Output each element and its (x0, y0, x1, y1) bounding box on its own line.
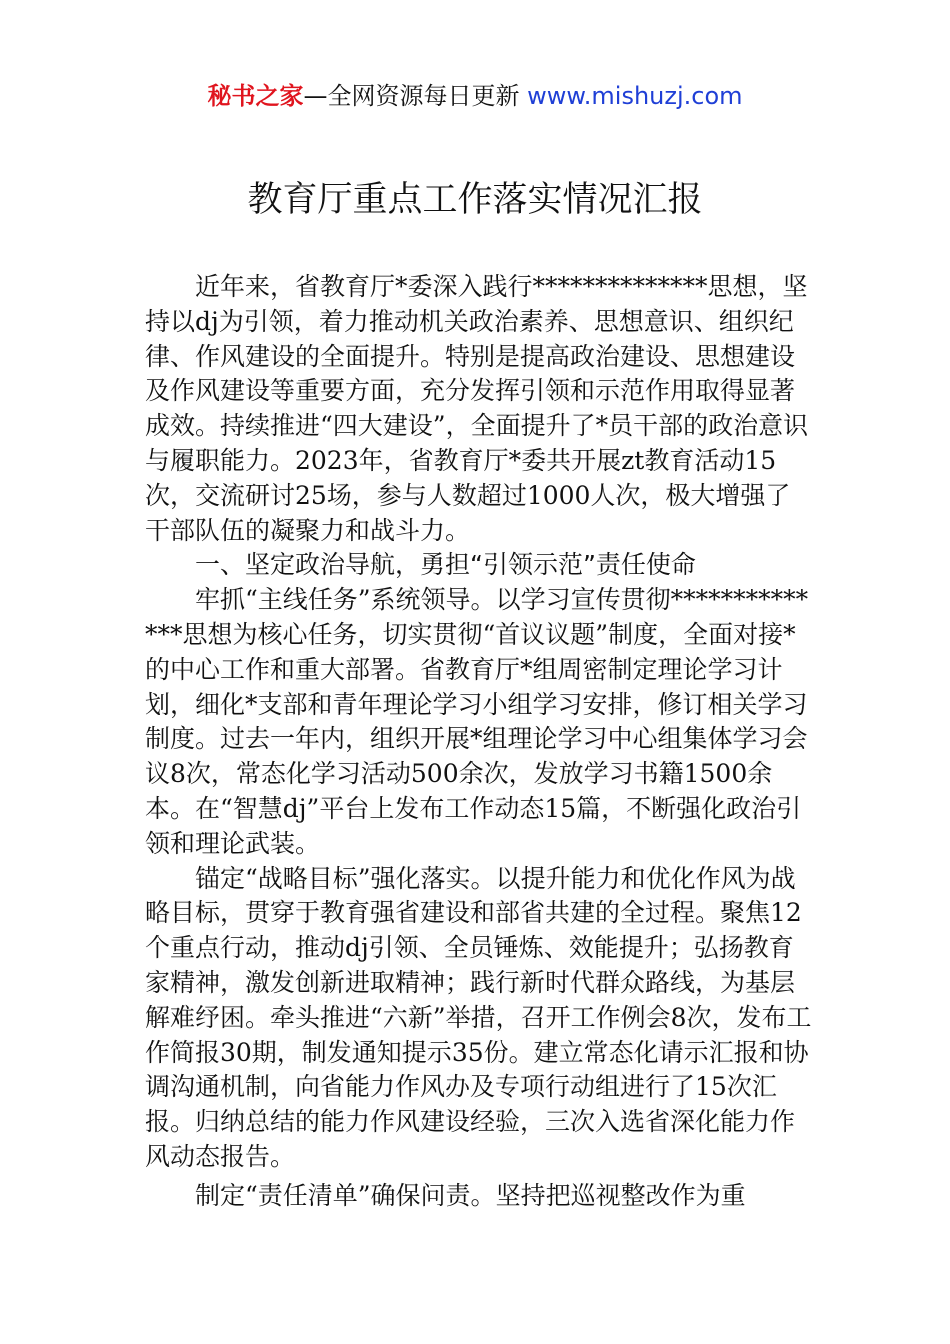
intro-paragraph: 近年来，省教育厅*委深入践行**************思想，坚持以dj为引领，着力推动机关政治素养、思想意识、组织纪律、作风建设的全面提升。特别是提高政治建设、思想建设及作风建设等重要方面，充分发挥引领和示范作用取得显著成效。持续推进“四大建设”，全面提升了*员干部的政治意识与履职能力。2023年，省教育厅*委共开展zt教育活动15次，交流研讨25场，参与人数超过1000人次，极大增强了干部队伍的凝聚力和战斗力。 (145, 272, 809, 545)
site-url-link[interactable]: www.mishuzj.com (527, 82, 743, 110)
site-banner (0, 78, 950, 114)
site-brand: 秘书之家 (207, 82, 304, 110)
document-body (145, 270, 815, 1214)
document-title: 教育厅重点工作落实情况汇报 (247, 180, 703, 220)
section-heading-1: 一、坚定政治导航，勇担“引领示范”责任使命 (195, 550, 696, 580)
paragraph-responsibility-list: 制定“责任清单”确保问责。坚持把巡视整改作为重 (195, 1180, 746, 1210)
paragraph-main-task: 牢抓“主线任务”系统领导。以学习宣传贯彻**************思想为核心任务，切实贯彻“首议议题”制度，全面对接*的中心工作和重大部署。省教育厅*组周密制定理论学习计划，细化*支部和青年理论学习小组学习安排，修订相关学习制度。过去一年内，组织开展*组理论学习中心组集体学习会议8次，常态化学习活动500余次，发放学习书籍1500余本。在“智慧dj”平台上发布工作动态15篇，不断强化政治引领和理论武装。 (145, 585, 809, 858)
paragraph-strategic-goal: 锚定“战略目标”强化落实。以提升能力和优化作风为战略目标，贯穿于教育强省建设和部省共建的全过程。聚焦12个重点行动，推动dj引领、全员锤炼、效能提升；弘扬教育家精神，激发创新进取精神；践行新时代群众路线，为基层解难纾困。牵头推进“六新”举措，召开工作例会8次，发布工作简报30期，制发通知提示35份。建立常态化请示汇报和协调沟通机制，向省能力作风办及专项行动组进行了15次汇报。归纳总结的能力作风建设经验，三次入选省深化能力作风动态报告。 (145, 863, 812, 1171)
site-tagline: —全网资源每日更新 (303, 82, 528, 110)
